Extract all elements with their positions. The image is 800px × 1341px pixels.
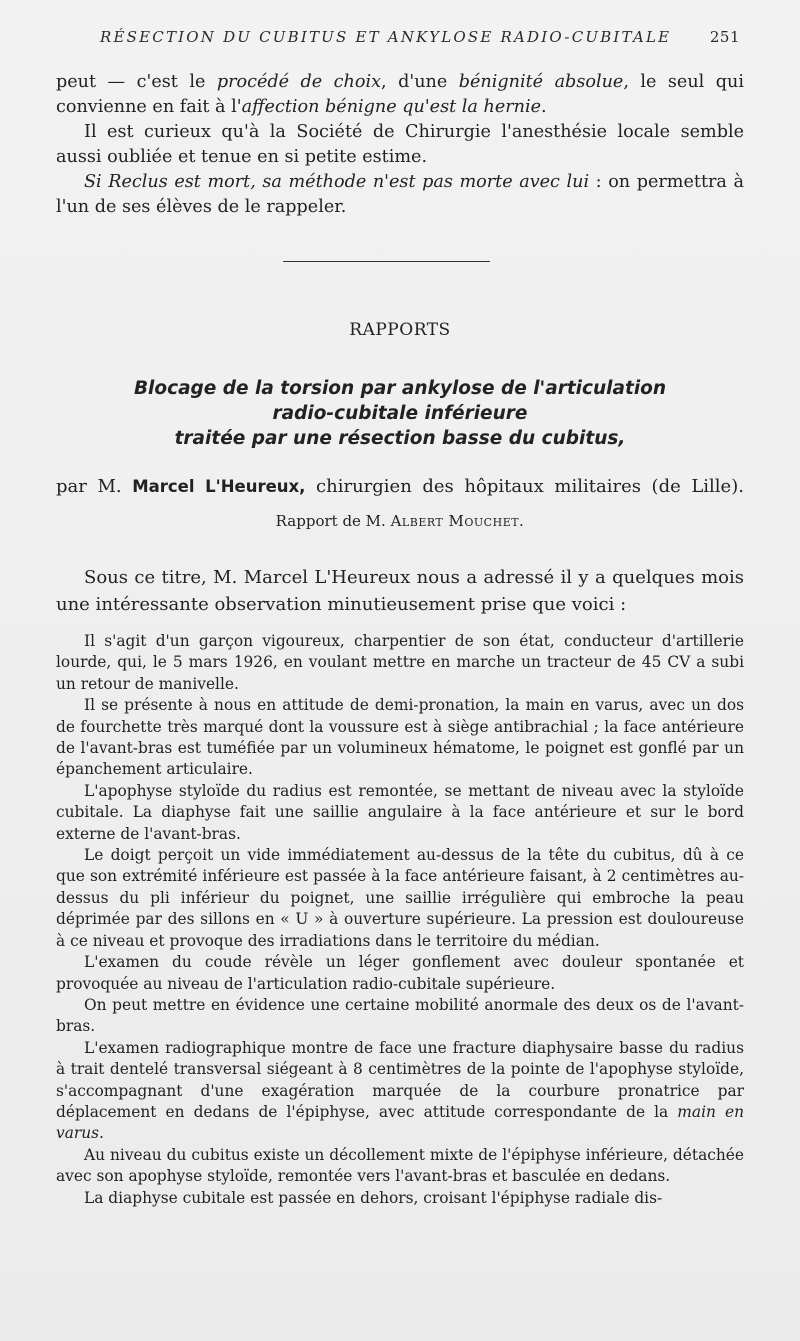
rapport-prefix: Rapport de M. xyxy=(275,512,386,530)
text-run: : on permettra à l'un de ses élèves de le rappeler. xyxy=(56,172,744,217)
observation-paragraph xyxy=(56,1038,744,1145)
observation-paragraph xyxy=(56,781,744,845)
observation-paragraph xyxy=(56,952,744,995)
byline xyxy=(56,476,744,497)
rapporteur-name: Albert Mouchet. xyxy=(390,512,525,530)
author-name: Marcel L'Heureux, xyxy=(132,477,306,496)
text-run: Il se présente à nous en attitude de demi-pronation, la main en varus, avec un dos de fourchette très marqué dont la voussure est à siège antibrachial ; la face antérieure de l'avant-bras est tuméfiée par un volumineux hématome, le poignet est gonflé par un épanchement articulaire. xyxy=(56,696,744,779)
italic-text-run: bénignité absolue xyxy=(458,72,624,92)
observation-paragraph xyxy=(56,995,744,1038)
observation-paragraph xyxy=(56,631,744,695)
observation-paragraph xyxy=(56,845,744,952)
text-run: . xyxy=(99,1124,104,1143)
italic-text-run: main en varus xyxy=(56,1102,744,1143)
text-run: On peut mettre en évidence une certaine mobilité anormale des deux os de l'avant-bras. xyxy=(56,995,744,1036)
paragraph-conclusion xyxy=(56,70,744,120)
paragraph-reclus xyxy=(56,170,744,220)
byline-prefix: par M. xyxy=(56,476,122,497)
text-run: . xyxy=(541,97,547,117)
section-divider xyxy=(283,261,490,262)
page-number: 251 xyxy=(709,28,740,46)
intro-block xyxy=(56,564,744,618)
observation-block xyxy=(56,631,744,1209)
running-head xyxy=(100,28,740,46)
text-run: Le doigt perçoit un vide immédiatement au-dessus de la tête du cubitus, dû à ce que son extrémité inférieure est passée à la face antérieure faisant, à 2 centimètres au-dessus du pli inférieur du poignet, une saillie irrégulière qui embroche la peau déprimée par des sillons en « U » à ouverture supérieure. La pression est douloureuse à ce niveau et provoque des irradiations dans le territoire du médian. xyxy=(56,846,744,950)
observation-paragraph xyxy=(56,1188,744,1209)
article-title-line: radio-cubitale inférieure xyxy=(272,403,528,424)
article-title-line: traitée par une résection basse du cubitus, xyxy=(174,428,626,449)
top-text-block xyxy=(56,70,744,220)
text-run: , d'une xyxy=(381,72,459,92)
article-title xyxy=(80,376,720,451)
text-run: , le seul qui convienne en fait à l' xyxy=(56,72,745,117)
text-run: Il s'agit d'un garçon vigoureux, charpentier de son état, conducteur d'artillerie lourde, qui, le 5 mars 1926, en voulant mettre en marche un tracteur de 45 CV a subi un retour de manivelle. xyxy=(56,632,744,693)
text-run: peut — c'est le xyxy=(56,72,217,92)
article-title-line: Blocage de la torsion par ankylose de l'articulation xyxy=(133,378,667,399)
text-run: L'examen du coude révèle un léger gonflement avec douleur spontanée et provoquée au niveau de l'articulation radio-cubitale supérieure. xyxy=(56,953,744,993)
rapport-line xyxy=(0,512,800,530)
observation-paragraph xyxy=(56,695,744,781)
text-run: L'apophyse styloïde du radius est remontée, se mettant de niveau avec la styloïde cubitale. La diaphyse fait une saillie angulaire à la face antérieure et sur le bord externe de l'avant-bras. xyxy=(56,781,744,843)
observation-paragraph xyxy=(56,1145,744,1188)
text-run: Au niveau du cubitus existe un décollement mixte de l'épiphyse inférieure, détachée avec son apophyse styloïde, remontée vers l'avant-bras et basculée en dedans. xyxy=(56,1145,744,1186)
intro-paragraph: Sous ce titre, M. Marcel L'Heureux nous a adressé il y a quelques mois une intéressante observation minutieusement prise que voici : xyxy=(56,567,744,615)
byline-suffix: chirurgien des hôpitaux militaires (de Lille). xyxy=(316,476,744,497)
running-head-title: RÉSECTION DU CUBITUS ET ANKYLOSE RADIO-CUBITALE xyxy=(100,28,672,46)
text-run: La diaphyse cubitale est passée en dehors, croisant l'épiphyse radiale dis- xyxy=(84,1188,663,1207)
text-run: Il est curieux qu'à la Société de Chirurgie l'anesthésie locale semble aussi oubliée et tenue en si petite estime. xyxy=(56,122,744,167)
italic-text-run: Si Reclus est mort, sa méthode n'est pas morte avec lui xyxy=(84,172,590,192)
paragraph-anesthesia xyxy=(56,120,744,170)
section-heading: RAPPORTS xyxy=(349,320,451,340)
italic-text-run: procédé de choix xyxy=(216,72,382,92)
text-run: L'examen radiographique montre de face une fracture diaphysaire basse du radius à trait dentelé transversal siégeant à 8 centimètres de la pointe de l'apophyse styloïde, s'accompagnant d'une exagération marquée de la courbure pronatrice par déplacement en dedans de l'épiphyse, avec attitude correspondante de la xyxy=(56,1038,744,1121)
italic-text-run: affection bénigne qu'est la hernie xyxy=(241,97,542,117)
